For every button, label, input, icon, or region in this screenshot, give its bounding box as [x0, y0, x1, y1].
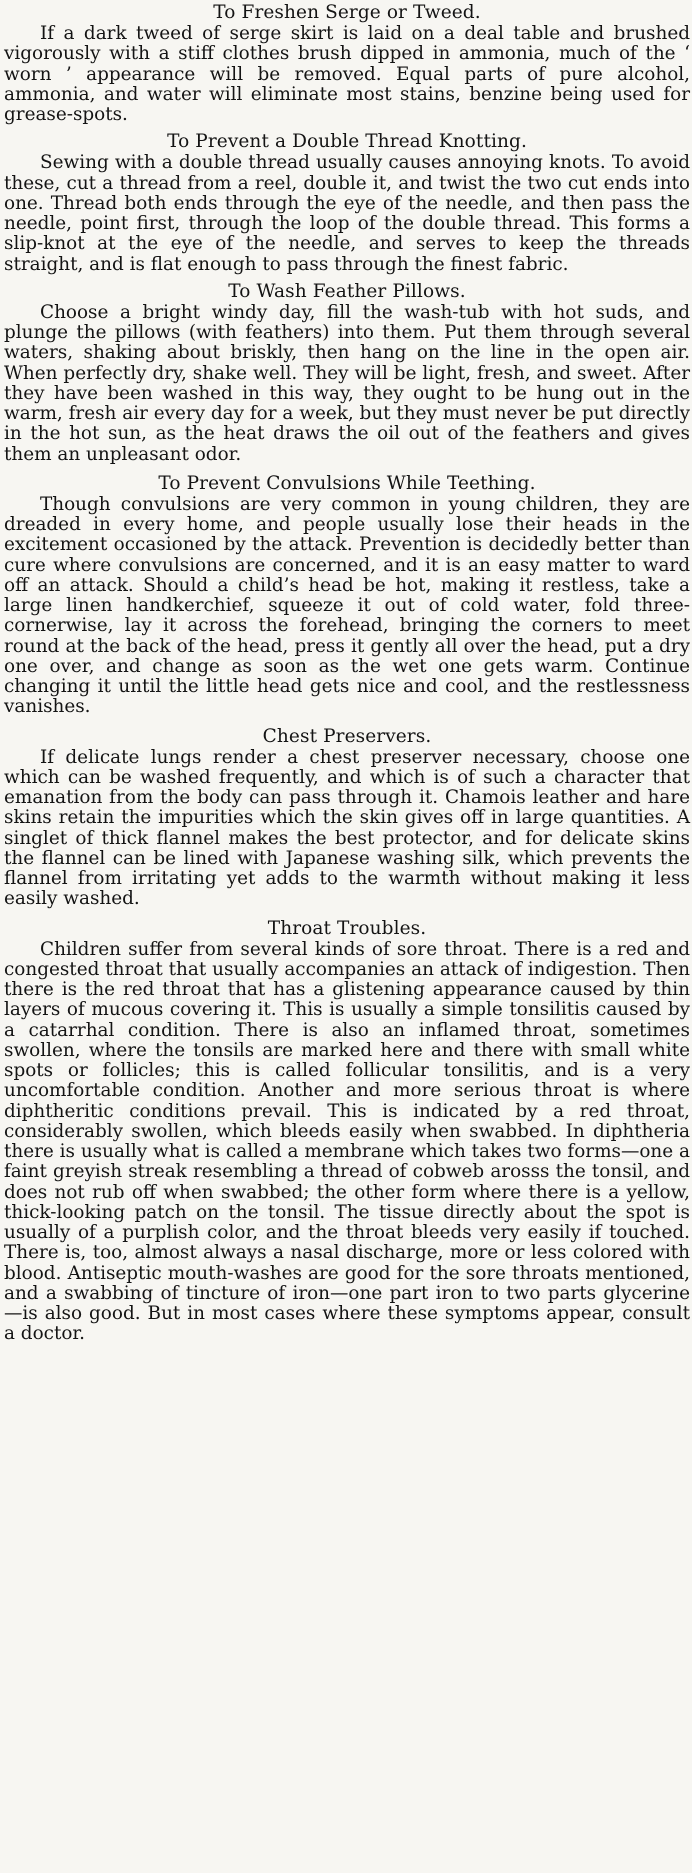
section-heading: Throat Troubles.	[267, 917, 427, 939]
section-heading: To Prevent Convulsions While Teething.	[158, 472, 536, 494]
section-heading: To Freshen Serge or Tweed.	[213, 2, 481, 23]
section-body: Though convulsions are very common in young children, they are dreaded in every home, and people usually lose their heads in the excitement occasioned by the attack. Prevention is decidedly better than cure where convulsions are concerned, and it is an easy matter to ward off an attack. Should a child’s head be hot, making it restless, take a large linen handkerchief, squeeze it out of cold water, fold three-cornerwise, lay it across the forehead, bringing the corners to meet round at the back of the head, press it gently all over the head, put a dry one over, and change as soon as the wet one gets warm. Continue changing it until the little head gets nice and cool, and the restlessness vanishes.	[4, 493, 690, 718]
section-feather-pillows	[4, 281, 690, 465]
section-convulsions	[4, 473, 690, 718]
section-heading: Chest Preservers.	[262, 725, 432, 747]
section-body: Sewing with a double thread usually causes annoying knots. To avoid these, cut a thread from a reel, double it, and twist the two cut ends into one. Thread both ends through the eye of the needle, and then pass the needle, point first, through the loop of the double thread. This forms a slip-knot at the eye of the needle, and serves to keep the threads straight, and is flat enough to pass through the finest fabric.	[4, 152, 690, 275]
section-body: If a dark tweed of serge skirt is laid on a deal table and brushed vigorously with a stiff clothes brush dipped in ammonia, much of the ‘ worn ’ appearance will be removed. Equal parts of pure alcohol, ammonia, and water will eliminate most stains, benzine being used for grease-spots.	[4, 23, 690, 125]
section-body: Children suffer from several kinds of sore throat. There is a red and congested throat that usually accompanies an attack of indigestion. Then there is the red throat that has a glistening appearance caused by thin layers of mucous covering it. This is usually a simple tonsilitis caused by a catarrhal condition. There is also an inflamed throat, sometimes swollen, where the tonsils are marked here and there with small white spots or follicles; this is called follicular tonsilitis, and is a very uncomfortable condition. Another and more serious throat is where diphtheritic conditions prevail. This is indicated by a red throat, considerably swollen, which bleeds easily when swabbed. In diphtheria there is usually what is called a membrane which takes two forms—one a faint greyish streak resembling a thread of cobweb arosss the tonsil, and does not rub off when swabbed; the other form where there is a yellow, thick-looking patch on the tonsil. The tissue directly about the spot is usually of a purplish color, and the throat bleeds very easily if touched. There is, too, almost always a nasal discharge, more or less colored with blood. Antiseptic mouth-washes are good for the sore throats mentioned, and a swabbing of tincture of iron—one part iron to two parts glycerine—is also good. But in most cases where these symptoms appear, consult a doctor.	[4, 938, 690, 1345]
section-chest-preservers	[4, 726, 690, 910]
section-body: If delicate lungs render a chest preserver necessary, choose one which can be washed frequently, and which is of such a character that emanation from the body can pass through it. Chamois leather and hare skins retain the impurities which the skin gives off in large quantities. A singlet of thick flannel makes the best protector, and for delicate skins the flannel can be lined with Japanese washing silk, which prevents the flannel from irritating yet adds to the warmth without making it less easily washed.	[4, 746, 690, 910]
section-heading: To Prevent a Double Thread Knotting.	[167, 131, 527, 153]
section-freshen-serge	[4, 2, 690, 125]
section-double-thread	[4, 131, 690, 275]
section-heading: To Wash Feather Pillows.	[228, 280, 466, 302]
section-body: Choose a bright windy day, fill the wash-tub with hot suds, and plunge the pillows (with feathers) into them. Put them through several waters, shaking about briskly, then hang on the line in the open air. When perfectly dry, shake well. They will be light, fresh, and sweet. After they have been washed in this way, they ought to be hung out in the warm, fresh air every day for a week, but they must never be put directly in the hot sun, as the heat draws the oil out of the feathers and gives them an unpleasant odor.	[4, 301, 690, 465]
article-column	[4, 0, 690, 1345]
section-throat-troubles	[4, 918, 690, 1345]
